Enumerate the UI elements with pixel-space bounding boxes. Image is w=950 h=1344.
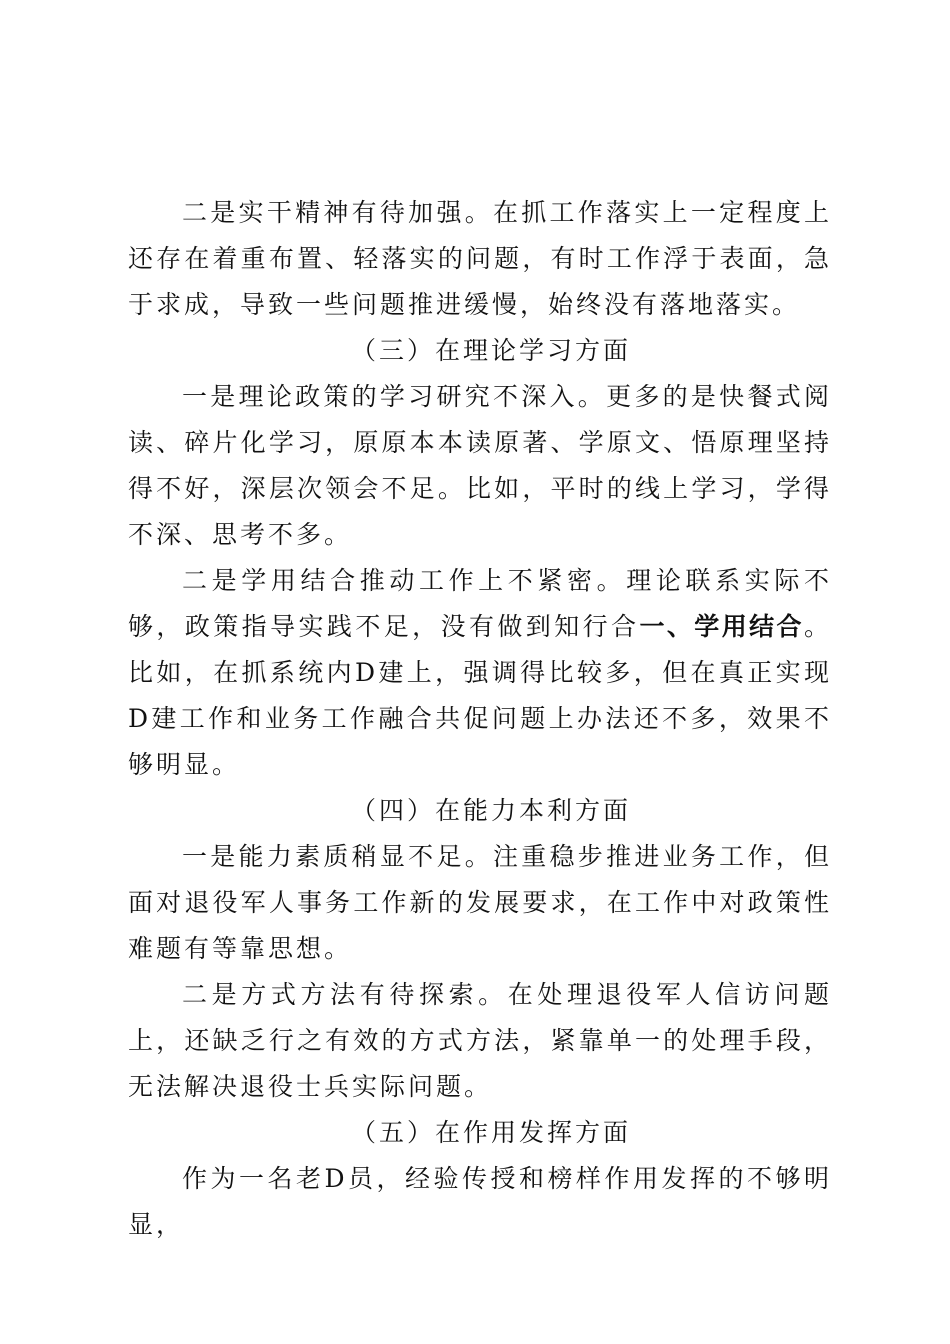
document-body	[128, 190, 832, 1248]
paragraph-role-model: 作为一名老D员，经验传授和榜样作用发挥的不够明显，	[128, 1164, 832, 1239]
paragraph-methods: 二是方式方法有待探索。在处理退役军人信访问题上，还缺乏行之有效的方式方法，紧靠单一的处理手段，无法解决退役士兵实际问题。	[128, 980, 832, 1101]
text-run: 。比如，在抓系统内D建上，强调得比较多，但在真正实现D建工作和业务工作融合共促问题上办法还不多，效果不够明显。	[128, 612, 832, 779]
bold-text-run: 一、学用结合	[639, 612, 804, 641]
section-heading-role: （五）在作用发挥方面	[350, 1118, 631, 1147]
paragraph-study-application	[128, 558, 832, 788]
section-heading-ability: （四）在能力本利方面	[350, 796, 631, 825]
section-heading-theory-study: （三）在理论学习方面	[350, 336, 631, 365]
paragraph-ability-quality: 一是能力素质稍显不足。注重稳步推进业务工作，但面对退役军人事务工作新的发展要求，在工作中对政策性难题有等靠思想。	[128, 842, 832, 963]
paragraph-theory-policy: 一是理论政策的学习研究不深入。更多的是快餐式阅读、碎片化学习，原原本本读原著、学原文、悟原理坚持得不好，深层次领会不足。比如，平时的线上学习，学得不深、思考不多。	[128, 382, 832, 549]
text-run: 二是学用结合推动工作上不紧密。理论联系实际不够，政策指导实践不足，没有做到知行合	[128, 566, 832, 641]
paragraph-practical-spirit: 二是实干精神有待加强。在抓工作落实上一定程度上还存在着重布置、轻落实的问题，有时工作浮于表面，急于求成，导致一些问题推进缓慢，始终没有落地落实。	[128, 198, 832, 319]
